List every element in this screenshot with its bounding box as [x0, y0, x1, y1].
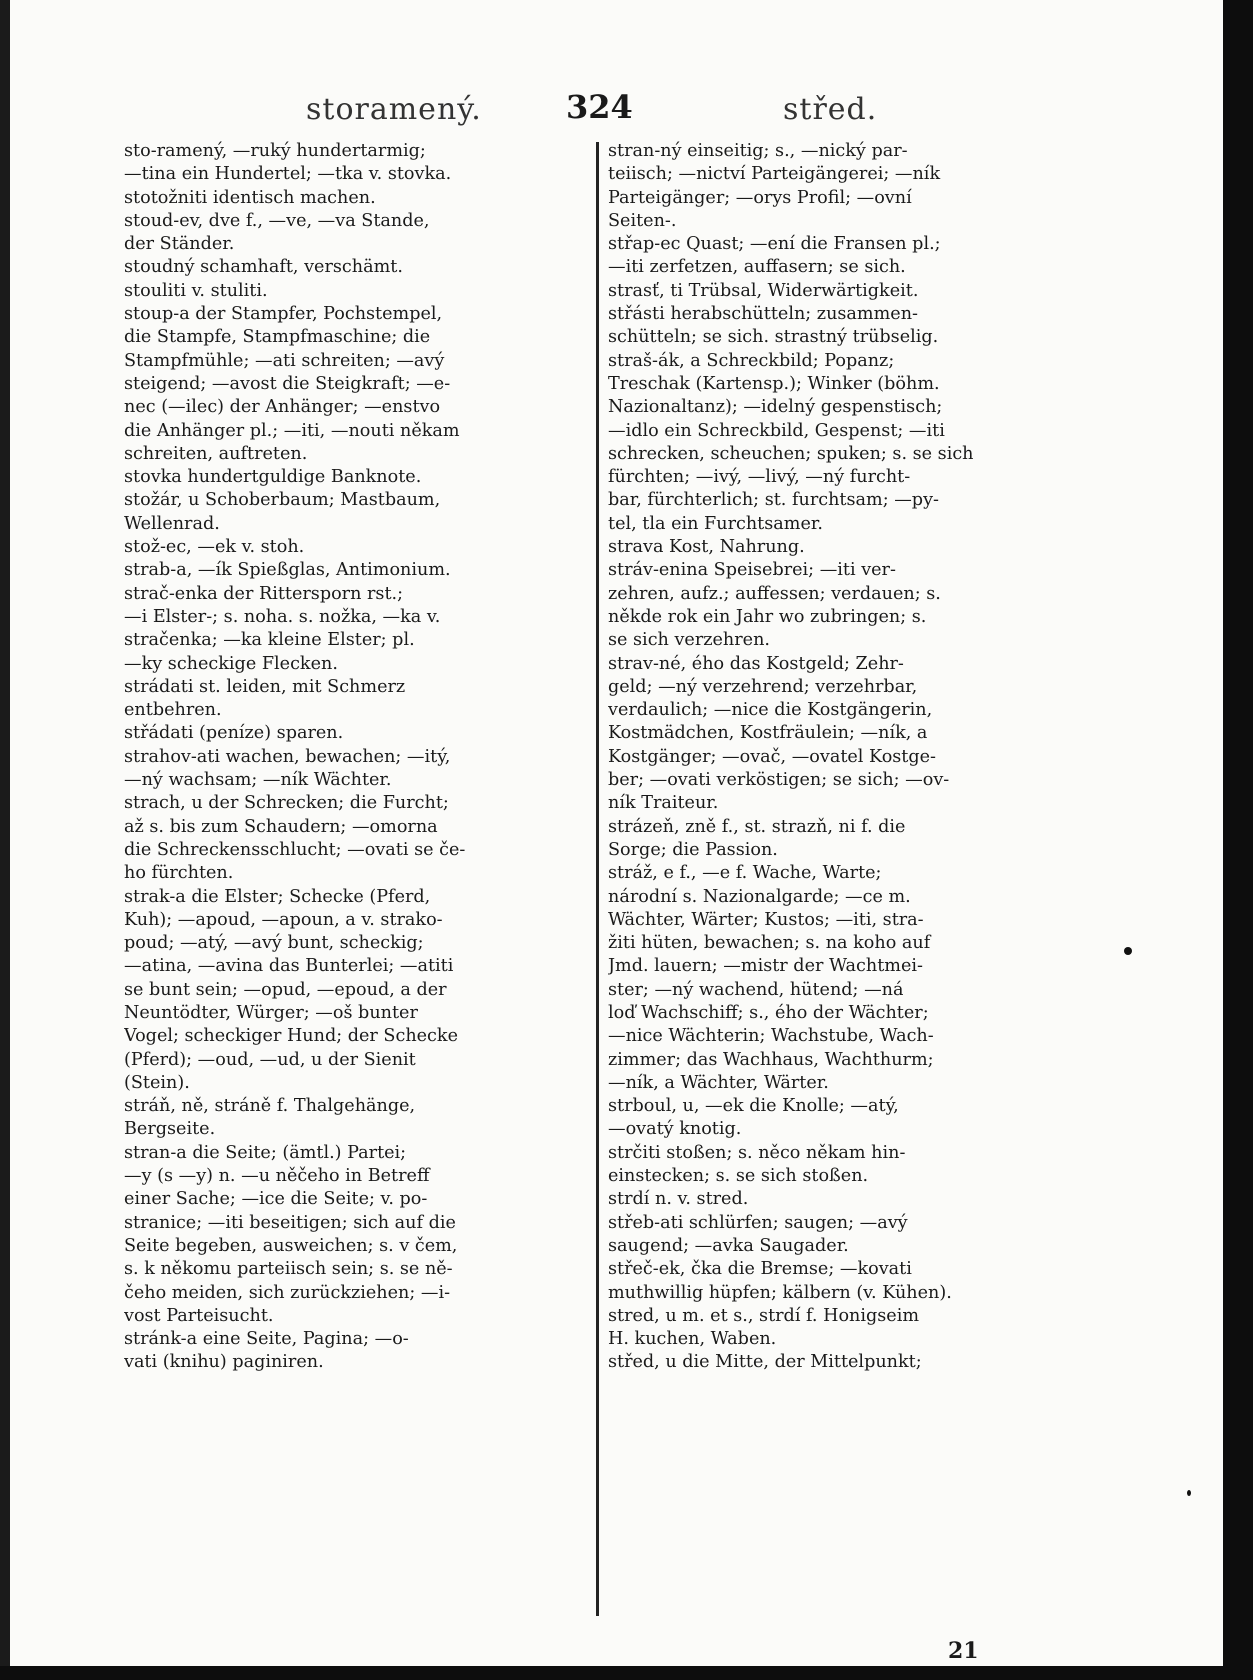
text-line: Stampfmühle; —ati schreiten; —avý [124, 350, 445, 371]
text-line: (Stein). [124, 1072, 190, 1093]
signature-mark: 21 [948, 1638, 979, 1664]
text-line: až s. bis zum Schaudern; —omorna [124, 816, 438, 837]
text-line: nec (—ilec) der Anhänger; —enstvo [124, 397, 441, 418]
text-line: Wellenrad. [124, 513, 220, 534]
scan-edge-left [0, 0, 10, 1680]
text-line: —i Elster-; s. noha. s. nožka, —ka v. [124, 606, 441, 627]
running-header [118, 88, 1080, 138]
text-line: strasť, ti Trübsal, Widerwärtigkeit. [608, 280, 919, 301]
text-line: Bergseite. [124, 1119, 216, 1140]
text-line: Kostmädchen, Kostfräulein; —ník, a [608, 723, 928, 744]
text-line: die Stampfe, Stampfmaschine; die [124, 327, 431, 348]
text-line: bar, fürchterlich; st. furchtsam; —py- [608, 490, 939, 511]
text-line: der Ständer. [124, 234, 235, 255]
text-line: schreiten, auftreten. [124, 443, 308, 464]
text-line: (Pferd); —oud, —ud, u der Sienit [124, 1049, 416, 1070]
text-line: geld; —ný verzehrend; verzehrbar, [608, 676, 918, 697]
text-line: střap-ec Quast; —ení die Fransen pl.; [608, 234, 941, 255]
text-line: Treschak (Kartensp.); Winker (böhm. [608, 373, 940, 394]
text-line: stoup-a der Stampfer, Pochstempel, [124, 304, 443, 325]
text-line: ho fürchten. [124, 863, 234, 884]
text-line: strdí n. v. stred. [608, 1189, 749, 1210]
text-line: Seite begeben, ausweichen; s. v čem, [124, 1235, 458, 1256]
ink-speck [1187, 1490, 1191, 1496]
text-line: stovka hundertguldige Banknote. [124, 467, 422, 488]
text-line: stoudný schamhaft, verschämt. [124, 257, 403, 278]
text-line: stožár, u Schoberbaum; Mastbaum, [124, 490, 441, 511]
text-line: střed, u die Mitte, der Mittelpunkt; [608, 1352, 922, 1373]
text-line: strav-né, ého das Kostgeld; Zehr- [608, 653, 904, 674]
text-line: entbehren. [124, 700, 222, 721]
text-line: zehren, aufz.; auffessen; verdauen; s. [608, 583, 941, 604]
text-line: —tina ein Hundertel; —tka v. stovka. [124, 164, 452, 185]
text-line: stred, u m. et s., strdí f. Honigseim [608, 1305, 920, 1326]
text-line: zimmer; das Wachhaus, Wachthurm; [608, 1049, 934, 1070]
text-line: stouliti v. stuliti. [124, 280, 268, 301]
text-line: Kostgänger; —ovač, —ovatel Kostge- [608, 746, 937, 767]
text-line: —nice Wächterin; Wachstube, Wach- [608, 1026, 934, 1047]
text-line: ster; —ný wachend, hütend; —ná [608, 979, 904, 1000]
text-line: stranice; —iti beseitigen; sich auf die [124, 1212, 456, 1233]
text-line: —iti zerfetzen, auffasern; se sich. [608, 257, 906, 278]
text-line: —ný wachsam; —ník Wächter. [124, 770, 392, 791]
text-line: stráž, e f., —e f. Wache, Warte; [608, 863, 882, 884]
text-line: Seiten-. [608, 210, 677, 231]
text-line: strahov-ati wachen, bewachen; —itý, [124, 746, 451, 767]
text-line: vati (knihu) paginiren. [124, 1352, 324, 1373]
text-line: einstecken; s. se sich stoßen. [608, 1166, 869, 1187]
page-number: 324 [566, 88, 633, 126]
text-line: stran-ný einseitig; s., —nický par- [608, 141, 908, 161]
left-column [124, 140, 596, 1375]
text-line: —atina, —avina das Bunterlei; —atiti [124, 956, 454, 977]
text-line: vost Parteisucht. [124, 1305, 274, 1326]
column-divider [596, 142, 599, 1616]
text-line: stráv-enina Speisebrei; —iti ver- [608, 560, 896, 581]
text-line: teiisch; —nictví Parteigängerei; —ník [608, 164, 941, 185]
text-line: fürchten; —ivý, —livý, —ný furcht- [608, 467, 911, 488]
text-line: střádati (peníze) sparen. [124, 723, 344, 744]
text-line: —y (s —y) n. —u něčeho in Betreff [124, 1166, 430, 1187]
text-line: einer Sache; —ice die Seite; v. po- [124, 1189, 428, 1210]
scan-edge-bottom [0, 1666, 1253, 1680]
text-line: strádati st. leiden, mit Schmerz [124, 676, 406, 697]
right-column [608, 140, 1080, 1375]
header-last-entry: střed. [783, 92, 878, 127]
text-line: H. kuchen, Waben. [608, 1329, 777, 1350]
text-line: stráň, ně, stráně f. Thalgehänge, [124, 1096, 416, 1117]
text-line: strava Kost, Nahrung. [608, 537, 805, 558]
text-line: strač-enka der Rittersporn rst.; [124, 583, 404, 604]
ink-speck [1124, 947, 1132, 955]
text-line: —ník, a Wächter, Wärter. [608, 1072, 829, 1093]
text-line: schütteln; se sich. strastný trübselig. [608, 327, 939, 348]
text-line: strach, u der Schrecken; die Furcht; [124, 793, 449, 814]
header-first-entry: storamený. [306, 92, 482, 127]
text-line: stotožniti identisch machen. [124, 187, 376, 208]
text-line: saugend; —avka Saugader. [608, 1235, 849, 1256]
text-line: stračenka; —ka kleine Elster; pl. [124, 630, 415, 651]
text-line: národní s. Nazionalgarde; —ce m. [608, 886, 911, 907]
text-line: střeb-ati schlürfen; saugen; —avý [608, 1212, 908, 1233]
text-line: ník Traiteur. [608, 793, 719, 814]
text-line: —ky scheckige Flecken. [124, 653, 338, 674]
text-line: střásti herabschütteln; zusammen- [608, 304, 918, 325]
text-line: —ovatý knotig. [608, 1119, 742, 1140]
text-line: Parteigänger; —orys Profil; —ovní [608, 187, 912, 208]
text-line: strak-a die Elster; Schecke (Pferd, [124, 886, 431, 907]
text-line: muthwillig hüpfen; kälbern (v. Kühen). [608, 1282, 952, 1303]
text-line: Jmd. lauern; —mistr der Wachtmei- [608, 956, 923, 977]
text-line: Neuntödter, Würger; —oš bunter [124, 1002, 418, 1023]
text-line: —idlo ein Schreckbild, Gespenst; —iti [608, 420, 945, 441]
text-line: čeho meiden, sich zurückziehen; —i- [124, 1282, 451, 1303]
text-line: stož-ec, —ek v. stoh. [124, 537, 305, 558]
text-line: verdaulich; —nice die Kostgängerin, [608, 700, 933, 721]
text-line: Vogel; scheckiger Hund; der Schecke [124, 1026, 458, 1047]
text-line: stránk-a eine Seite, Pagina; —o- [124, 1329, 409, 1350]
text-line: stran-a die Seite; (ämtl.) Partei; [124, 1142, 407, 1163]
text-line: strázeň, zně f., st. strazň, ni f. die [608, 816, 906, 837]
text-line: loď Wachschiff; s., ého der Wächter; [608, 1002, 929, 1023]
text-line: straš-ák, a Schreckbild; Popanz; [608, 350, 895, 371]
dictionary-page [118, 88, 1080, 1664]
text-line: někde rok ein Jahr wo zubringen; s. [608, 606, 927, 627]
text-line: se bunt sein; —opud, —epoud, a der [124, 979, 447, 1000]
text-line: střeč-ek, čka die Bremse; —kovati [608, 1259, 912, 1280]
text-line: strboul, u, —ek die Knolle; —atý, [608, 1096, 899, 1117]
text-line: steigend; —avost die Steigkraft; —e- [124, 373, 451, 394]
text-line: Nazionaltanz); —idelný gespenstisch; [608, 397, 943, 418]
text-line: die Schreckensschlucht; —ovati se če- [124, 839, 466, 860]
scan-edge-right [1223, 0, 1253, 1680]
text-line: poud; —atý, —avý bunt, scheckig; [124, 933, 424, 954]
text-line: Sorge; die Passion. [608, 839, 778, 860]
text-line: se sich verzehren. [608, 630, 770, 651]
text-line: Kuh); —apoud, —apoun, a v. strako- [124, 909, 443, 930]
text-line: žiti hüten, bewachen; s. na koho auf [608, 933, 931, 954]
text-line: Wächter, Wärter; Kustos; —iti, stra- [608, 909, 924, 930]
text-line: stoud-ev, dve f., —ve, —va Stande, [124, 210, 430, 231]
text-line: strčiti stoßen; s. něco někam hin- [608, 1142, 906, 1163]
text-line: strab-a, —ík Spießglas, Antimonium. [124, 560, 451, 581]
text-line: tel, tla ein Furchtsamer. [608, 513, 823, 534]
text-line: ber; —ovati verköstigen; se sich; —ov- [608, 770, 950, 791]
text-line: schrecken, scheuchen; spuken; s. se sich [608, 443, 974, 464]
text-line: sto-ramený, —ruký hundertarmig; [124, 141, 426, 161]
text-line: s. k někomu parteiisch sein; s. se ně- [124, 1259, 453, 1280]
text-line: die Anhänger pl.; —iti, —nouti někam [124, 420, 460, 441]
